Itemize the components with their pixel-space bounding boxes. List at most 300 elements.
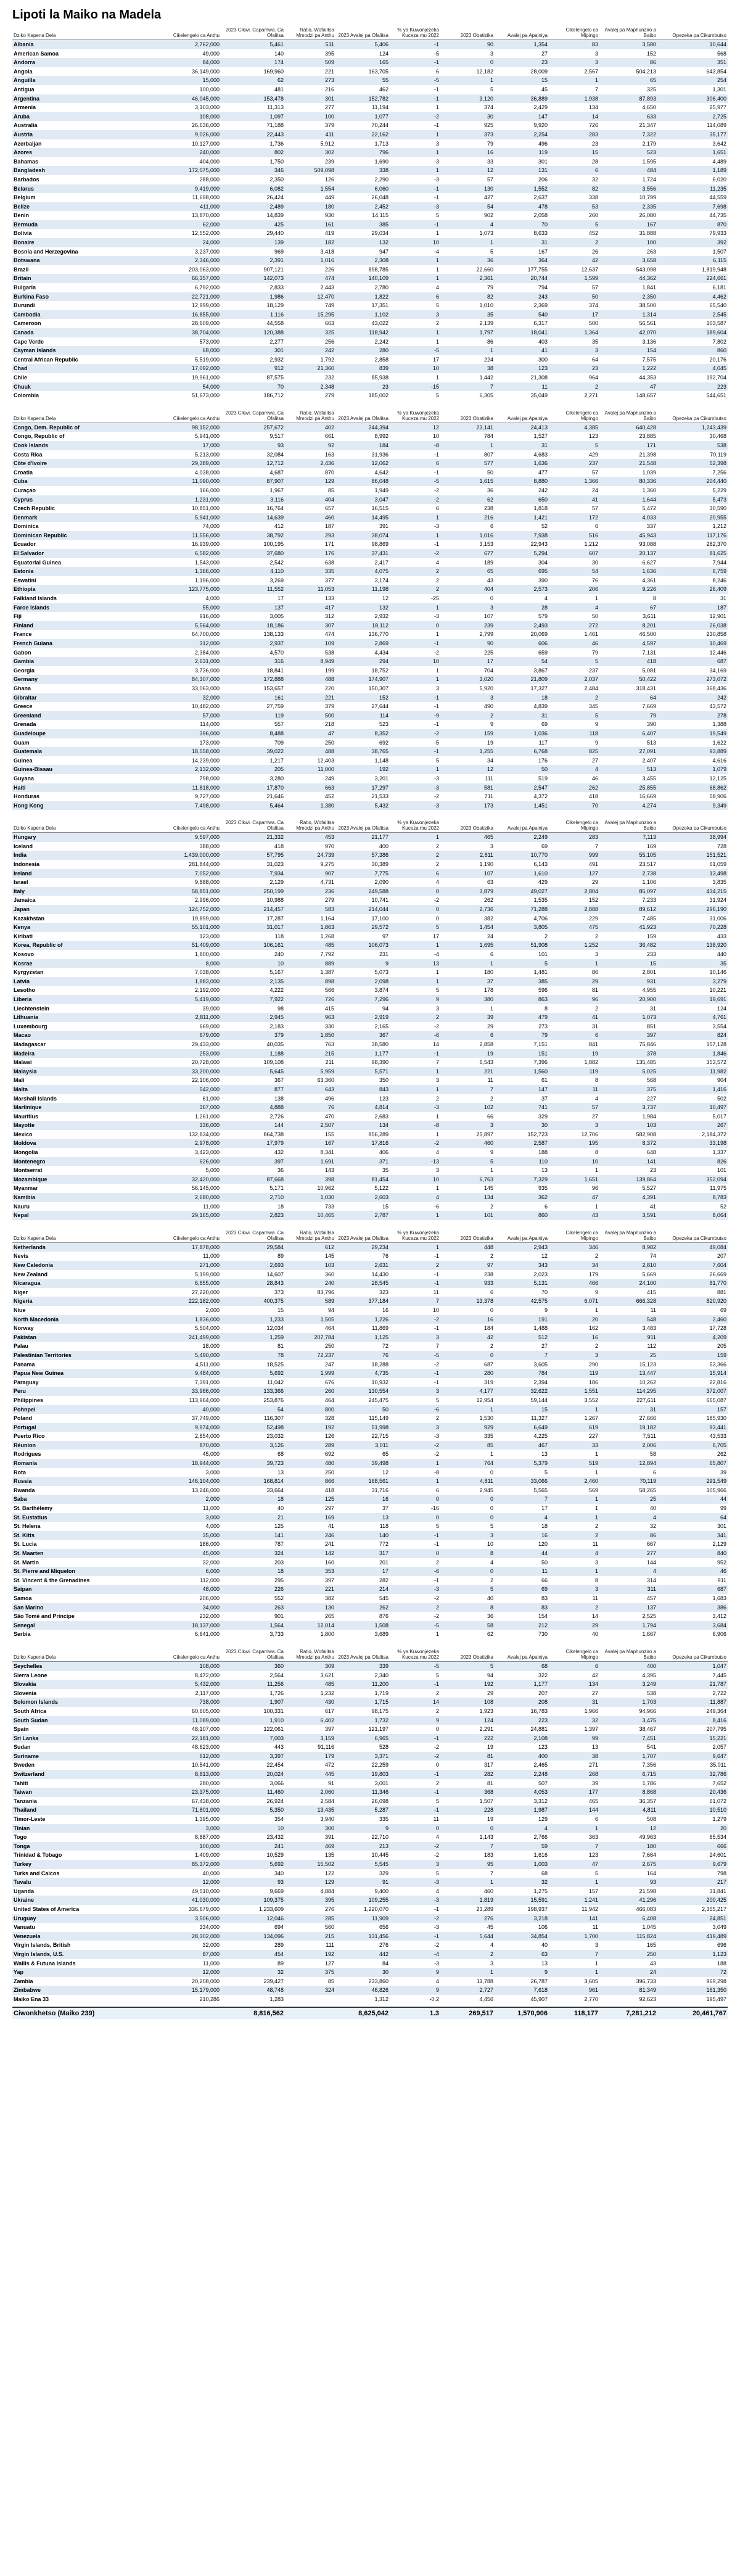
- population-cell: 15,000: [165, 76, 221, 85]
- memorial-attendance-cell: 1,189: [657, 166, 728, 175]
- ratio-cell: 221: [285, 1585, 335, 1594]
- average-publishers-cell: 2,165: [374, 1023, 388, 1030]
- column-header-average-pioneers: Avalej pa Apainiya: [495, 820, 549, 833]
- average-pioneers-cell: 1,636: [495, 459, 549, 468]
- baptized-cell: 173: [440, 801, 495, 811]
- ratio-cell: 76: [285, 1103, 335, 1112]
- baptized-cell: 3: [440, 1121, 495, 1130]
- average-pioneers-cell: 4,053: [495, 1788, 549, 1797]
- memorial-attendance-cell: 43,533: [709, 1433, 726, 1440]
- average-pioneers-cell: 28,009: [530, 68, 548, 75]
- population-cell: 17,092,000: [165, 364, 221, 373]
- baptized-cell: 62: [440, 495, 495, 505]
- increase-percent-cell: -13: [390, 1157, 440, 1166]
- average-publishers-cell: 2,869: [335, 639, 390, 648]
- baptized-cell: 17: [440, 657, 495, 666]
- average-pioneers-cell: 49,027: [495, 887, 549, 896]
- bible-studies-cell: 81,349: [599, 1986, 657, 1995]
- population-cell: 1,800,000: [194, 951, 220, 957]
- country-name-cell: Niue: [14, 1307, 26, 1313]
- peak-publishers-cell: 6,082: [221, 184, 285, 194]
- memorial-attendance-cell: 44,735: [709, 212, 726, 219]
- average-publishers-cell: 3,011: [335, 1441, 390, 1450]
- table-row: [12, 1734, 728, 1743]
- population-cell: 37,749,000: [191, 1415, 220, 1422]
- population-cell: 38,704,000: [165, 328, 221, 337]
- bible-studies-cell: 2,810: [599, 1261, 657, 1270]
- average-publishers-cell: 1,102: [335, 310, 390, 320]
- ratio-cell: 163: [324, 451, 334, 458]
- population-cell: 222,182,000: [165, 1297, 221, 1306]
- baptized-cell: 1: [490, 1005, 493, 1012]
- increase-percent-cell: 1: [390, 130, 440, 139]
- peak-publishers-cell: 802: [221, 148, 285, 157]
- average-pioneers-cell: 71,288: [495, 905, 549, 914]
- ratio-cell: 302: [285, 148, 335, 157]
- memorial-attendance-cell: 1,047: [657, 1661, 728, 1670]
- country-name-cell: Myanmar: [14, 1185, 38, 1192]
- ratio-cell: 279: [324, 897, 334, 904]
- increase-percent-cell: -3: [434, 1924, 439, 1931]
- baptized-cell: 2,727: [440, 1986, 495, 1995]
- report-table: [12, 820, 728, 1220]
- congregations-cell: 64: [591, 356, 598, 363]
- increase-percent-cell: 6: [435, 68, 439, 75]
- congregations-cell: 2,567: [584, 68, 598, 75]
- increase-percent-cell: -3: [390, 1878, 440, 1887]
- bible-studies-cell: 42,070: [599, 328, 657, 337]
- memorial-attendance-cell: 419,489: [657, 1932, 728, 1941]
- table-row: [12, 896, 728, 905]
- memorial-attendance-cell: 386: [657, 1603, 728, 1612]
- baptized-cell: 159: [440, 729, 495, 738]
- bible-studies-cell: 1,984: [642, 1113, 656, 1120]
- peak-publishers-cell: 5,692: [221, 1369, 285, 1378]
- average-pioneers-cell: 21,308: [530, 374, 548, 381]
- increase-percent-cell: 1: [390, 513, 440, 522]
- memorial-attendance-cell: 15,221: [657, 1734, 728, 1743]
- ratio-cell: 328: [324, 1415, 334, 1422]
- table-row: [12, 1770, 728, 1779]
- bible-studies-cell: 11: [650, 1307, 656, 1313]
- average-pioneers-cell: 429: [538, 879, 548, 886]
- increase-percent-cell: 9: [390, 995, 440, 1004]
- increase-percent-cell: 2: [435, 1095, 439, 1102]
- country-name-cell: Seychelles: [12, 1661, 165, 1670]
- memorial-attendance-cell: 6,906: [712, 1631, 726, 1638]
- congregations-cell: 7: [549, 1950, 599, 1959]
- bible-studies-cell: 74: [649, 1253, 656, 1260]
- average-pioneers-cell: 2,429: [533, 104, 548, 111]
- increase-percent-cell: 1: [435, 374, 439, 381]
- baptized-cell: 3,020: [440, 675, 495, 684]
- column-header-average-pioneers: Avalej pa Apainiya: [495, 27, 549, 40]
- table-row: [12, 1396, 728, 1405]
- peak-publishers-cell: 7,934: [221, 869, 285, 878]
- average-publishers-cell: 5,571: [335, 1067, 390, 1076]
- memorial-attendance-cell: 3,049: [712, 1924, 726, 1931]
- table-row: [12, 887, 728, 896]
- bible-studies-cell: 89,612: [599, 905, 657, 914]
- ratio-cell: 92: [285, 441, 335, 450]
- average-pioneers-cell: 176: [538, 757, 548, 764]
- average-publishers-cell: 39,498: [335, 1459, 390, 1468]
- ratio-cell: 24,739: [285, 851, 335, 860]
- increase-percent-cell: 2: [435, 843, 439, 849]
- peak-publishers-cell: 48,748: [221, 1986, 285, 1995]
- country-name-cell: Kosovo: [14, 951, 35, 957]
- memorial-attendance-cell: 11,975: [710, 1185, 726, 1192]
- table-row: [12, 1369, 728, 1378]
- average-pioneers-cell: 794: [538, 284, 548, 291]
- baptized-cell: 2,799: [479, 631, 493, 638]
- baptized-cell: 66: [487, 1113, 493, 1120]
- ratio-cell: 500: [285, 711, 335, 720]
- population-cell: 26,636,000: [191, 122, 220, 129]
- baptized-cell: 7: [440, 1842, 495, 1851]
- congregations-cell: 363: [588, 1834, 598, 1841]
- country-name-cell: Botswana: [12, 256, 165, 265]
- average-publishers-cell: 29,234: [335, 1242, 390, 1252]
- peak-publishers-cell: 7,003: [221, 1734, 285, 1743]
- average-publishers-cell: 5,122: [374, 1185, 388, 1192]
- column-header-memorial-attendance: Opezeka pa Cikumbutso: [657, 410, 728, 423]
- memorial-attendance-cell: 207: [717, 1253, 726, 1260]
- increase-percent-cell: -1: [390, 1049, 440, 1059]
- memorial-attendance-cell: 11,887: [657, 1698, 728, 1707]
- bible-studies-cell: 396,733: [636, 1978, 656, 1984]
- average-pioneers-cell: 129: [538, 1816, 548, 1823]
- bible-studies-cell: 70,119: [599, 1477, 657, 1486]
- country-name-cell: St. Maarten: [12, 1549, 165, 1558]
- bible-studies-cell: 15: [599, 959, 657, 968]
- country-name-cell: Latvia: [12, 977, 165, 986]
- country-name-cell: Pohnpei: [12, 1405, 165, 1414]
- ratio-cell: 663: [324, 320, 334, 327]
- bible-studies-cell: 6: [652, 1469, 656, 1476]
- population-cell: 11,000: [203, 1253, 220, 1260]
- ratio-cell: 2,060: [285, 1788, 335, 1797]
- increase-percent-cell: -3: [390, 1103, 440, 1112]
- average-publishers-cell: 656: [379, 1924, 388, 1931]
- bible-studies-cell: 75,846: [639, 1041, 656, 1047]
- table-row: [12, 1869, 728, 1878]
- increase-percent-cell: 3: [435, 685, 439, 691]
- population-cell: 626,000: [165, 1157, 221, 1166]
- population-cell: 10,127,000: [191, 140, 220, 147]
- memorial-attendance-cell: 93,441: [657, 1423, 728, 1432]
- ratio-cell: 192: [285, 1950, 335, 1959]
- ratio-cell: 15,502: [285, 1860, 335, 1869]
- population-cell: 2,680,000: [165, 1193, 221, 1202]
- memorial-attendance-cell: 1,651: [657, 148, 728, 157]
- ratio-cell: 4,731: [320, 879, 334, 886]
- ratio-cell: 12,470: [285, 292, 335, 302]
- increase-percent-cell: 2: [390, 585, 440, 594]
- peak-publishers-cell: 1,233,609: [258, 1905, 284, 1912]
- country-name-cell: Ghana: [14, 685, 31, 691]
- congregations-cell: 229: [588, 915, 598, 922]
- baptized-cell: 221: [440, 1067, 495, 1076]
- baptized-cell: 6,305: [479, 392, 493, 399]
- memorial-attendance-cell: 21,787: [657, 1680, 728, 1689]
- country-name-cell: Kazakhstan: [14, 915, 45, 922]
- congregations-cell: 3: [594, 1559, 598, 1566]
- population-cell: 6,582,000: [165, 549, 221, 558]
- congregations-cell: 283: [549, 833, 599, 842]
- population-cell: 9,597,000: [165, 833, 221, 842]
- congregations-cell: 1: [549, 76, 599, 85]
- country-name-cell: St. Pierre and Miquelon: [12, 1567, 165, 1576]
- baptized-cell: 933: [440, 1279, 495, 1288]
- increase-percent-cell: 1: [435, 338, 439, 345]
- bible-studies-cell: 666,328: [599, 1297, 657, 1306]
- ratio-cell: 485: [285, 941, 335, 950]
- congregations-cell: 11: [592, 1541, 598, 1548]
- baptized-cell: 404: [440, 585, 495, 594]
- increase-percent-cell: -1: [434, 1253, 439, 1260]
- congregations-cell: 29: [549, 1621, 599, 1630]
- average-publishers-cell: 2,340: [374, 1672, 388, 1678]
- population-cell: 15,179,000: [165, 1986, 221, 1995]
- increase-percent-cell: 11: [433, 1816, 439, 1823]
- table-row: [12, 1351, 728, 1360]
- baptized-cell: 711: [484, 793, 493, 800]
- country-name-cell: Uganda: [14, 1888, 35, 1894]
- country-name-cell: Barbados: [14, 176, 39, 183]
- average-pioneers-cell: 106: [538, 1924, 548, 1931]
- country-name-cell: Venezuela: [12, 1932, 165, 1941]
- population-cell: 17,000: [165, 441, 221, 450]
- memorial-attendance-cell: 306,400: [657, 94, 728, 104]
- average-pioneers-cell: 45,907: [530, 1996, 548, 2002]
- table-row: [12, 1202, 728, 1212]
- table-row: [12, 860, 728, 869]
- table-row: [12, 1585, 728, 1594]
- country-name-cell: Germany: [12, 675, 165, 684]
- population-cell: 39,000: [202, 1005, 220, 1012]
- congregations-cell: 1,551: [549, 1387, 599, 1396]
- average-pioneers-cell: 5,131: [495, 1279, 549, 1288]
- average-pioneers-cell: 1,354: [495, 40, 549, 49]
- country-name-cell: Antigua: [14, 86, 35, 93]
- population-cell: 12,000: [165, 1878, 221, 1887]
- bible-studies-cell: 41,296: [599, 1896, 657, 1905]
- congregations-cell: 3,605: [584, 1978, 598, 1984]
- average-publishers-cell: 7,296: [335, 995, 390, 1004]
- country-name-cell: Japan: [12, 905, 165, 914]
- peak-publishers-cell: 4,687: [269, 469, 284, 476]
- average-pioneers-cell: 3,805: [495, 923, 549, 932]
- ratio-cell: 91,116: [318, 1744, 334, 1751]
- average-publishers-cell: 2,932: [374, 613, 388, 620]
- congregations-cell: 31: [549, 1698, 599, 1707]
- increase-percent-cell: -2: [434, 1613, 439, 1620]
- average-publishers-cell: 17,351: [371, 302, 388, 309]
- average-pioneers-cell: 11,327: [531, 1415, 548, 1422]
- congregations-cell: 32: [549, 1716, 599, 1725]
- average-publishers-cell: 245,475: [368, 1397, 388, 1403]
- table-row: [12, 1040, 728, 1049]
- memorial-attendance-cell: 2,545: [657, 310, 728, 320]
- congregations-cell: 268: [549, 1770, 599, 1779]
- population-cell: 253,000: [165, 1049, 221, 1059]
- population-cell: 288,000: [199, 176, 220, 183]
- bible-studies-cell: 457: [646, 1595, 656, 1601]
- bible-studies-cell: 36,482: [599, 941, 657, 950]
- ratio-cell: 1,268: [320, 933, 334, 939]
- country-name-cell: Madagascar: [14, 1041, 46, 1047]
- country-name-cell: Kenya: [12, 923, 165, 932]
- population-cell: 2,762,000: [165, 40, 221, 49]
- population-cell: 738,000: [165, 1698, 221, 1707]
- table-row: [12, 801, 728, 811]
- population-cell: 312,000: [165, 639, 221, 648]
- congregations-cell: 57: [591, 505, 598, 512]
- country-name-cell: Australia: [14, 122, 38, 129]
- peak-publishers-cell: 139: [221, 238, 285, 247]
- country-name-cell: Montenegro: [12, 1157, 165, 1166]
- baptized-cell: 577: [440, 459, 495, 468]
- congregations-cell: 81: [591, 987, 598, 994]
- population-cell: 132,834,000: [188, 1131, 220, 1137]
- country-name-cell: Guatemala: [12, 747, 165, 756]
- table-header-row: [12, 1230, 728, 1243]
- increase-percent-cell: -1: [390, 639, 440, 648]
- memorial-attendance-cell: 161,350: [657, 1986, 728, 1995]
- increase-percent-cell: 2: [435, 1415, 439, 1422]
- country-name-cell: Chad: [12, 364, 165, 373]
- grand-total-bible-studies: 7,281,212: [626, 2009, 656, 2017]
- memorial-attendance-cell: 433: [717, 933, 726, 939]
- table-row: [12, 1671, 728, 1680]
- peak-publishers-cell: 29,440: [266, 230, 284, 237]
- bible-studies-cell: 640,428: [599, 423, 657, 432]
- memorial-attendance-cell: 26,669: [709, 1271, 726, 1278]
- increase-percent-cell: -8: [390, 441, 440, 450]
- peak-publishers-cell: 379: [221, 1031, 285, 1040]
- peak-publishers-cell: 694: [274, 1924, 284, 1931]
- population-cell: 281,844,000: [188, 861, 220, 868]
- increase-percent-cell: -1: [390, 40, 440, 49]
- average-publishers-cell: 280: [335, 346, 390, 355]
- country-name-cell: Zambia: [14, 1978, 33, 1984]
- average-publishers-cell: 4,075: [335, 567, 390, 576]
- increase-percent-cell: -4: [390, 1950, 440, 1959]
- congregations-cell: 272: [549, 621, 599, 630]
- country-name-cell: Azores: [12, 148, 165, 157]
- average-pioneers-cell: 31: [495, 711, 549, 720]
- table-row: [12, 1986, 728, 1995]
- average-pioneers-cell: 44: [495, 1549, 549, 1558]
- ratio-cell: 273: [285, 76, 335, 85]
- ratio-cell: 297: [324, 1505, 334, 1512]
- peak-publishers-cell: 2,932: [269, 356, 284, 363]
- ratio-cell: 511: [285, 40, 335, 49]
- congregations-cell: 1: [594, 595, 598, 602]
- bible-studies-cell: 3,249: [599, 1680, 657, 1689]
- ratio-cell: 676: [324, 1379, 334, 1385]
- congregations-cell: 3: [594, 50, 598, 57]
- table-row: [12, 58, 728, 67]
- average-pioneers-cell: 329: [538, 1113, 548, 1120]
- country-name-cell: Romania: [12, 1459, 165, 1468]
- bible-studies-cell: 2,738: [599, 869, 657, 878]
- peak-publishers-cell: 2,710: [221, 1193, 285, 1202]
- average-publishers-cell: 528: [379, 1744, 388, 1751]
- population-cell: 64,700,000: [191, 631, 220, 638]
- bible-studies-cell: 44,353: [639, 374, 656, 381]
- table-header-row: [12, 27, 728, 40]
- average-publishers-cell: 106,073: [335, 941, 390, 950]
- ratio-cell: 452: [324, 793, 334, 800]
- average-publishers-cell: 152: [335, 693, 390, 703]
- peak-publishers-cell: 3,280: [269, 775, 284, 782]
- peak-publishers-cell: 11,552: [221, 585, 285, 594]
- ratio-cell: 47: [285, 729, 335, 738]
- average-pioneers-cell: 362: [495, 1193, 549, 1202]
- memorial-attendance-cell: 6,181: [712, 284, 726, 291]
- memorial-attendance-cell: 1,123: [657, 1950, 728, 1959]
- ratio-cell: 2,348: [285, 382, 335, 392]
- peak-publishers-cell: 122,061: [263, 1726, 284, 1733]
- baptized-cell: 2: [440, 711, 495, 720]
- population-cell: 100,000: [199, 86, 220, 93]
- memorial-attendance-cell: 254: [657, 76, 728, 85]
- peak-publishers-cell: 324: [221, 1549, 285, 1558]
- congregations-cell: 1: [594, 1505, 598, 1512]
- memorial-attendance-cell: 61,059: [709, 861, 726, 868]
- average-publishers-cell: 76: [335, 1351, 390, 1360]
- table-row: [12, 675, 728, 684]
- ratio-cell: 94: [327, 1307, 334, 1313]
- baptized-cell: 54: [440, 202, 495, 212]
- baptized-cell: 5: [490, 1523, 493, 1530]
- baptized-cell: 7: [440, 382, 495, 392]
- memorial-attendance-cell: 296,190: [657, 905, 728, 914]
- table-row: [12, 1923, 728, 1932]
- country-name-cell: Rodrigues: [14, 1451, 41, 1458]
- ratio-cell: 889: [285, 959, 335, 968]
- increase-percent-cell: -15: [390, 382, 440, 392]
- average-pioneers-cell: 695: [495, 567, 549, 576]
- peak-publishers-cell: 481: [274, 86, 284, 93]
- bible-studies-cell: 169: [646, 843, 656, 849]
- average-pioneers-cell: 5,379: [495, 1459, 549, 1468]
- average-publishers-cell: 11,198: [335, 585, 390, 594]
- increase-percent-cell: 5: [435, 392, 439, 399]
- average-publishers-cell: 14,430: [371, 1271, 388, 1278]
- ratio-cell: 7,792: [320, 951, 334, 957]
- increase-percent-cell: -1: [390, 1806, 440, 1815]
- ratio-cell: 9,275: [320, 861, 334, 868]
- bible-studies-cell: 1,724: [642, 176, 656, 183]
- table-row: [12, 1851, 728, 1860]
- memorial-attendance-cell: 93,889: [657, 747, 728, 756]
- memorial-attendance-cell: 20,436: [657, 1788, 728, 1797]
- congregations-cell: 1: [549, 1824, 599, 1833]
- memorial-attendance-cell: 12,901: [709, 613, 726, 620]
- baptized-cell: 5: [490, 86, 493, 93]
- baptized-cell: 5: [490, 248, 493, 255]
- congregations-cell: 465: [588, 1798, 598, 1804]
- ratio-cell: 763: [324, 1041, 334, 1047]
- ratio-cell: 130: [285, 1603, 335, 1612]
- baptized-cell: 238: [483, 1271, 493, 1278]
- bible-studies-cell: 667: [646, 1541, 656, 1548]
- table-row: [12, 1468, 728, 1477]
- congregations-cell: 1,938: [549, 94, 599, 104]
